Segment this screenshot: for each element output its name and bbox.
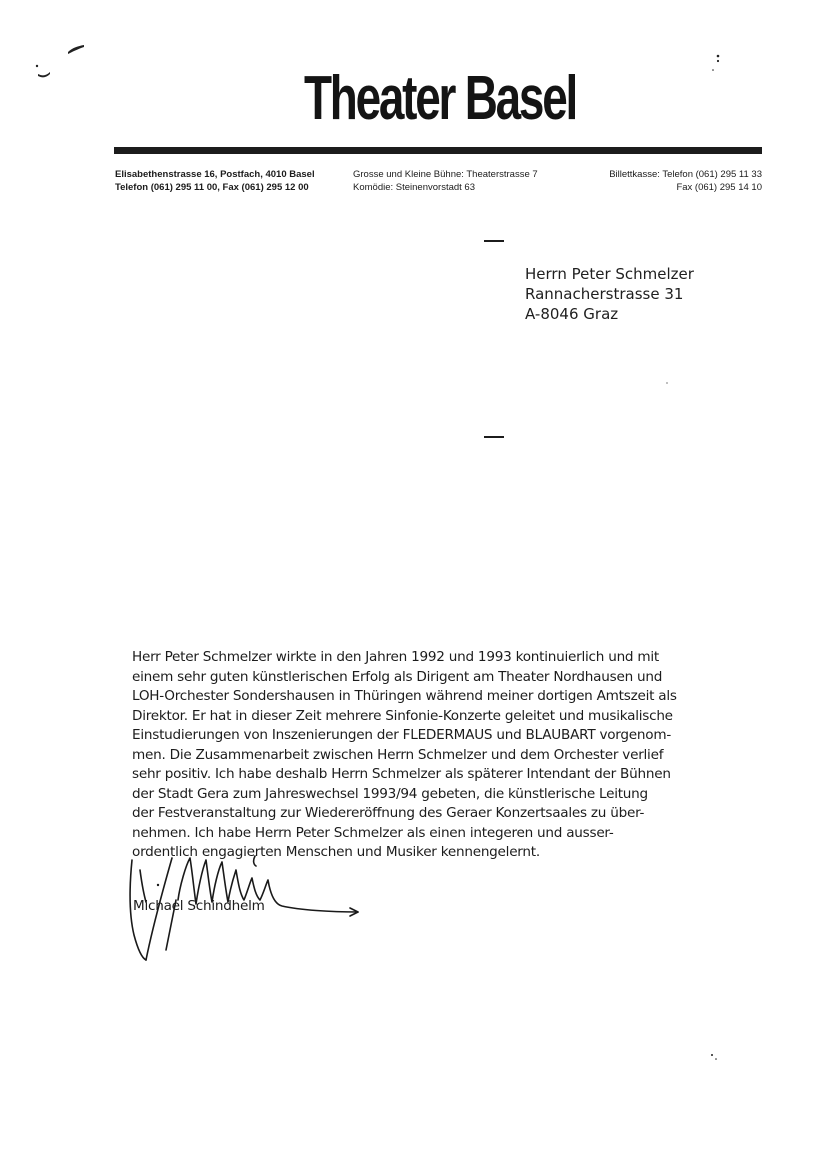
speck xyxy=(717,55,720,58)
speck xyxy=(38,72,50,77)
address-line-1: Elisabethenstrasse 16, Postfach, 4010 Basel xyxy=(115,169,315,180)
window-mark-top xyxy=(484,240,504,242)
body-line: Direktor. Er hat in dieser Zeit mehrere Sinfonie-Konzerte geleitet und musikalische xyxy=(132,707,673,724)
venues-line-2: Komödie: Steinenvorstadt 63 xyxy=(353,182,475,193)
letterhead-venues xyxy=(353,168,538,194)
speck xyxy=(717,60,719,62)
recipient-street: Rannacherstrasse 31 xyxy=(525,285,684,303)
letterhead-rule xyxy=(114,147,762,154)
speck xyxy=(711,1054,713,1056)
body-line: der Stadt Gera zum Jahreswechsel 1993/94 gebeten, die künstlerische Leitung xyxy=(132,785,648,802)
speck xyxy=(68,45,84,54)
address-line-2: Telefon (061) 295 11 00, Fax (061) 295 12 00 xyxy=(115,182,309,193)
speck xyxy=(36,65,38,67)
body-line: ordentlich engagierten Menschen und Musiker kennengelernt. xyxy=(132,844,540,860)
body-line: LOH-Orchester Sondershausen in Thüringen während meiner dortigen Amtszeit als xyxy=(132,688,677,704)
box-office-line-1: Billettkasse: Telefon (061) 295 11 33 xyxy=(609,169,762,180)
body-line: Herr Peter Schmelzer wirkte in den Jahren 1992 und 1993 kontinuierlich und mit xyxy=(132,649,659,665)
body-line: der Festveranstaltung zur Wiedereröffnung des Geraer Konzertsaales zu über- xyxy=(132,805,645,821)
body-line: Einstudierungen von Inszenierungen der FLEDERMAUS und BLAUBART vorgenom- xyxy=(132,727,671,743)
recipient-name: Herrn Peter Schmelzer xyxy=(525,265,694,283)
body-line: einem sehr guten künstlerischen Erfolg als Dirigent am Theater Nordhausen und xyxy=(132,668,663,685)
body-line: nehmen. Ich habe Herrn Peter Schmelzer als einen integeren und ausser- xyxy=(132,824,614,841)
recipient-city: A-8046 Graz xyxy=(525,305,619,323)
box-office-line-2: Fax (061) 295 14 10 xyxy=(676,182,762,193)
speck xyxy=(666,382,667,383)
body-line: sehr positiv. Ich habe deshalb Herrn Schmelzer als späterer Intendant der Bühnen xyxy=(132,766,671,782)
signatory-name: Michael Schindhelm xyxy=(133,898,265,914)
speck xyxy=(715,1058,717,1060)
recipient-address xyxy=(525,264,694,324)
theater-basel-logo: Theater Basel xyxy=(303,64,577,133)
body-line: men. Die Zusammenarbeit zwischen Herrn Schmelzer und dem Orchester verlief xyxy=(132,746,664,763)
letterhead-box-office xyxy=(586,168,762,194)
window-mark-bottom xyxy=(484,436,504,438)
letter-body xyxy=(132,648,772,863)
letterhead-address xyxy=(115,168,315,194)
speck xyxy=(712,69,714,71)
handwritten-signature xyxy=(110,840,380,980)
venues-line-1: Grosse und Kleine Bühne: Theaterstrasse 7 xyxy=(353,169,538,180)
